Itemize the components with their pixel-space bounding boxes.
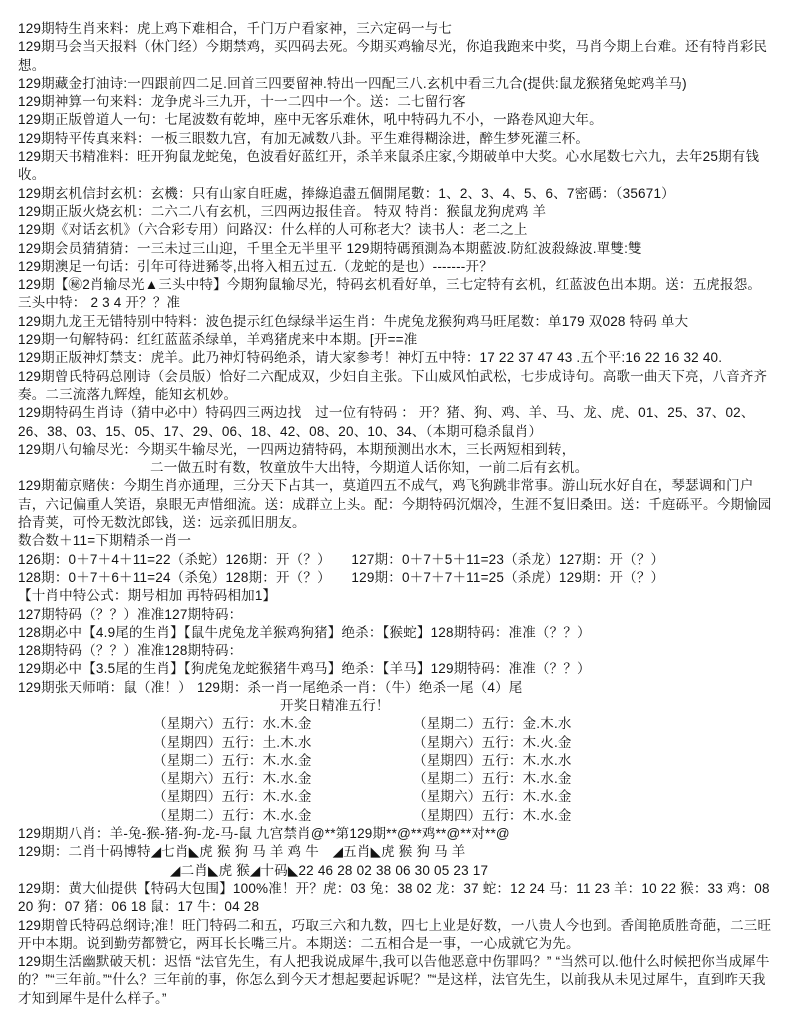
wuxing-row: [18, 752, 772, 770]
wuxing-row: [18, 715, 772, 733]
text-line: 129期必中【3.5尾的生肖】【狗虎兔龙蛇猴猪牛鸡马】绝杀：【羊马】129期特码：准准（？？）: [18, 661, 591, 677]
text-line-left: （星期四）五行：木.水.金: [153, 789, 312, 805]
split-row: [18, 679, 772, 697]
text-line: 129期藏金打油诗:一四跟前四二足.回首三四要留神.特出一四配三八.玄机中看三九合(提供:鼠龙猴猪兔蛇鸡羊马): [18, 75, 687, 91]
text-line-left: （星期六）五行：水.木.金: [153, 716, 312, 732]
text-line: 数合数＋11=下期精杀一肖一: [18, 533, 192, 549]
text-line: 128期：0＋7＋6＋11=24（杀兔）128期：开（？） 129期：0＋7＋7＋11=25（杀虎）129期：开（？）: [18, 569, 665, 585]
text-line-left: （星期六）五行：木.水.金: [153, 771, 312, 787]
wuxing-row: [18, 788, 772, 806]
wuxing-row: [18, 770, 772, 788]
text-line-left: 129期张天师哨：鼠（准！）: [18, 679, 192, 695]
text-line-right: （星期二）五行：金.木.水: [413, 716, 572, 732]
text-line: 127期特码（？？）准准127期特码：: [18, 606, 243, 622]
text-line: 129期九龙王无错特别中特料：波色提示红色绿绿半运生肖：牛虎兔龙猴狗鸡马旺尾数：单179 双028 特码 单大: [18, 313, 689, 329]
text-line: 二一做五时有数，牧童放牛大出特，今期道人话你知，一前二后有玄机。: [150, 460, 589, 476]
section-title: 开奖日精准五行！: [280, 697, 390, 713]
text-line: 129期《对话玄机》（六合彩专用）问路汉：什么样的人可称老大？读书人：老二之上: [18, 222, 528, 238]
text-line: 128期必中【4.9尾的生肖】【鼠牛虎兔龙羊猴鸡狗猪】绝杀：【猴蛇】128期特码：准准（？？）: [18, 624, 591, 640]
text-line: 129期正版火烧玄机：二六二八有玄机，三四两边报佳音。 特双 特肖：猴鼠龙狗虎鸡 羊: [18, 203, 547, 219]
text-line-left: （星期二）五行：木.水.金: [153, 752, 312, 768]
text-line: 128期特码（？？）准准128期特码：: [18, 643, 243, 659]
text-line: 129期八句输尽光：今期买牛输尽光，一四两边猜特码，本期预测出水木，三长两短相到转，: [18, 441, 576, 457]
text-line: 129期期八肖：羊-兔-猴-猪-狗-龙-马-鼠 九宫禁肖@**第129期**@**鸡**@**对**@: [18, 826, 510, 842]
text-line: 129期【㊙2肖输尽光▲三头中特】今期狗鼠输尽光，特码玄机看好单，三七定特有玄机，红蓝波色出本期。送：五虎报怨。三头中特： 2 3 4 开？？准: [18, 277, 762, 311]
text-line: 129期神算一句来料：龙争虎斗三九开，十一二四中一个。送：二七留行客: [18, 94, 466, 110]
text-line: 129期：二肖十码博特◢七肖◣虎 猴 狗 马 羊 鸡 牛 ◢五肖◣虎 猴 狗 马 羊: [18, 844, 466, 860]
text-line: 129期曾氏特码总刚诗（会员版）恰好二六配成双，少妇自主张。下山威风怕武松，七步成诗句。高歌一曲天下亮，八音齐齐奏。二三流落九辉煌，能知玄机妙。: [18, 368, 768, 402]
text-line-right: （星期四）五行：木.水.金: [413, 807, 572, 823]
text-line: 129期马会当天报料（休门经）今期禁鸡，买四码去死。今期买鸡输尽光，你追我跑来中奖，马肖今期上台难。还有特肖彩民想。: [18, 39, 768, 73]
text-line-left: （星期二）五行：木.水.金: [153, 807, 312, 823]
text-line: 129期一句解特码：红红蓝蓝杀绿单，羊鸡猪虎来中本期。[开==准: [18, 332, 418, 348]
text-line-right: （星期六）五行：木.火.金: [413, 734, 572, 750]
text-line: 129期玄机信封玄机：玄機：只有山家自旺處，捧綠追盡五個開尾數：1、2、3、4、5、6、7密碼：（35671）: [18, 185, 675, 201]
text-line: 129期天书精准料：旺开狗鼠龙蛇兔，色波看好蓝红开，杀羊来鼠杀庄家,今期破单中大奖。心水尾数七六九，去年25期有钱收。: [18, 149, 760, 183]
text-line: 126期：0＋7＋4＋11=22（杀蛇）126期：开（？） 127期：0＋7＋5＋11=23（杀龙）127期：开（？）: [18, 551, 665, 567]
text-line: 【十肖中特公式：期号相加 再特码相加1】: [18, 588, 277, 604]
text-line: 129期特平传真来料：一板三眼数九宫，有加无减数八卦。平生难得糊涂进，醉生梦死灌三杯。: [18, 130, 590, 146]
text-line: 129期正版神灯禁支：虎羊。此乃神灯特码绝杀，请大家参考！神灯五中特：17 22 37 47 43 .五个平:16 22 16 32 40.: [18, 350, 723, 366]
text-line: 129期特生肖来料：虎上鸡下难相合，千门万户看家神，三六定码一与七: [18, 21, 453, 36]
wuxing-row: [18, 807, 772, 825]
text-line: 129期会员猜猜猜：一三未过三山迎，千里全无半里平 129期特碼預測為本期藍波.防紅波殺綠波.單雙:雙: [18, 240, 642, 256]
text-line: ◢二肖◣虎 猴◢十码◣22 46 28 02 38 06 30 05 23 17: [170, 862, 489, 878]
text-line: 129期葡京赌侠：今期生肖亦通理，三分天下占其一，莫道四五不成气，鸡飞狗跳非常事。游山玩水好自在，琴瑟调和门户吉，六记偏重人笑语，泉眼无声惜细流。送：成群立上头。配：今期特码沉烟冷，生涯不复旧桑田。送：千庭砾平。今期愉园拾青荚，可怜无数沈郎钱，送：远亲孤旧朋友。: [18, 478, 772, 531]
text-line: 129期澳足一句话：引年可待进豨苓,出将入相五过五.（龙蛇的是也）-------开？: [18, 258, 493, 274]
text-line-right: （星期四）五行：木.水.水: [413, 752, 572, 768]
text-line: 129期曾氏特码总纲诗;准！旺门特码二和五，巧取三六和九数，四七上业是好数，一八贵人今也到。香闺艳质胜奇葩，二三旺开中本期。说到勤劳都赞它，两耳长长嘴三片。本期送：二五相合是一事，一心成就它为先。: [18, 917, 772, 951]
text-line: 129期：黄大仙提供【特码大包围】100%准！开？虎：03 兔：38 02 龙：37 蛇：12 24 马：11 23 羊：10 22 猴：33 鸡：08 20 狗：07 猪：06 18 鼠：17 牛：04 28: [18, 880, 774, 915]
text-line-left: （星期四）五行：土.木.水: [153, 734, 312, 750]
text-line-right: 129期：杀一肖一尾绝杀一肖：（牛）绝杀一尾（4）尾: [197, 679, 523, 695]
wuxing-row: [18, 734, 772, 752]
text-line: 129期正版曾道人一句：七尾波数有乾坤，座中无客乐难休，吼中特码九不小，一路卷风迎大年。: [18, 112, 603, 128]
text-line-right: （星期二）五行：木.水.金: [413, 771, 572, 787]
text-line-right: （星期六）五行：木.水.金: [413, 789, 572, 805]
text-line: 129期特码生肖诗（猜中必中）特码四三两边找 过一位有特码 ： 开？猪、狗、鸡、羊、马、龙、虎、01、25、37、02、26、38、03、15、05、17、29、06、18、42、08、20、10、34、（本期可稳杀鼠肖）: [18, 405, 755, 439]
text-line: 129期生活幽默破天机：迟悟 “法官先生，有人把我说成犀牛,我可以告他恶意中伤罪吗？” “当然可以.他什么时候把你当成犀牛的？”“三年前。”“什么？三年前的事，你怎么到今天才想起要起诉呢？”“是这样，法官先生，以前我从未见过犀牛，直到昨天我才知到犀牛是什么样子。”: [18, 954, 770, 1006]
